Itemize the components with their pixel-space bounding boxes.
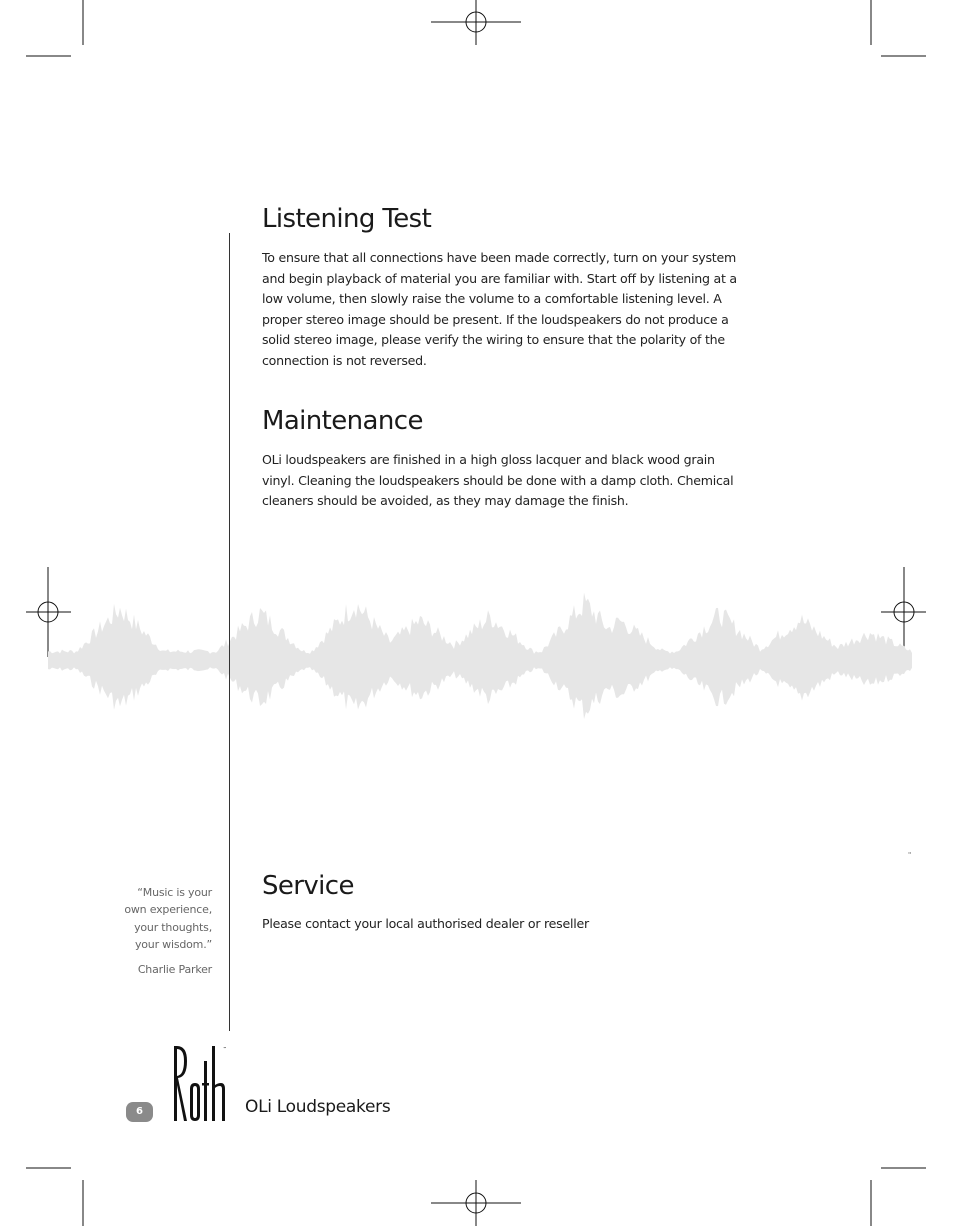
service-body: Please contact your local authorised dealer or reseller [262,916,589,931]
listening-test-body: To ensure that all connections have been made correctly, turn on your system and begin playback of material you are familiar with. Start off by listening at a low volume, then slowly raise the volume to a comfortable listening level. A proper stereo image should be present. If the loudspeakers do not produce a solid stereo image, please verify the wiring to ensure that the polarity of the connection is not reversed. [262,250,737,368]
waveform-graphic [0,585,954,745]
roth-logo [170,1043,230,1123]
section-title-listening-test: Listening Test [262,204,432,234]
page-number-badge: 6 [126,1102,153,1122]
product-name: OLi Loudspeakers [245,1097,391,1117]
section-title-service: Service [262,871,354,901]
pull-quote: “Music is your own experience, your thoughts, your wisdom.” [124,886,212,952]
vertical-rule [229,233,230,1031]
stray-mark: " [908,851,912,859]
quote-author: Charlie Parker [137,963,212,976]
section-title-maintenance: Maintenance [262,406,423,436]
svg-text:™: ™ [223,1046,227,1051]
maintenance-body: OLi loudspeakers are finished in a high gloss lacquer and black wood grain vinyl. Cleaning the loudspeakers should be done with a damp cloth. Chemical cleaners should be avoided, as they may damage the finish. [262,452,734,509]
